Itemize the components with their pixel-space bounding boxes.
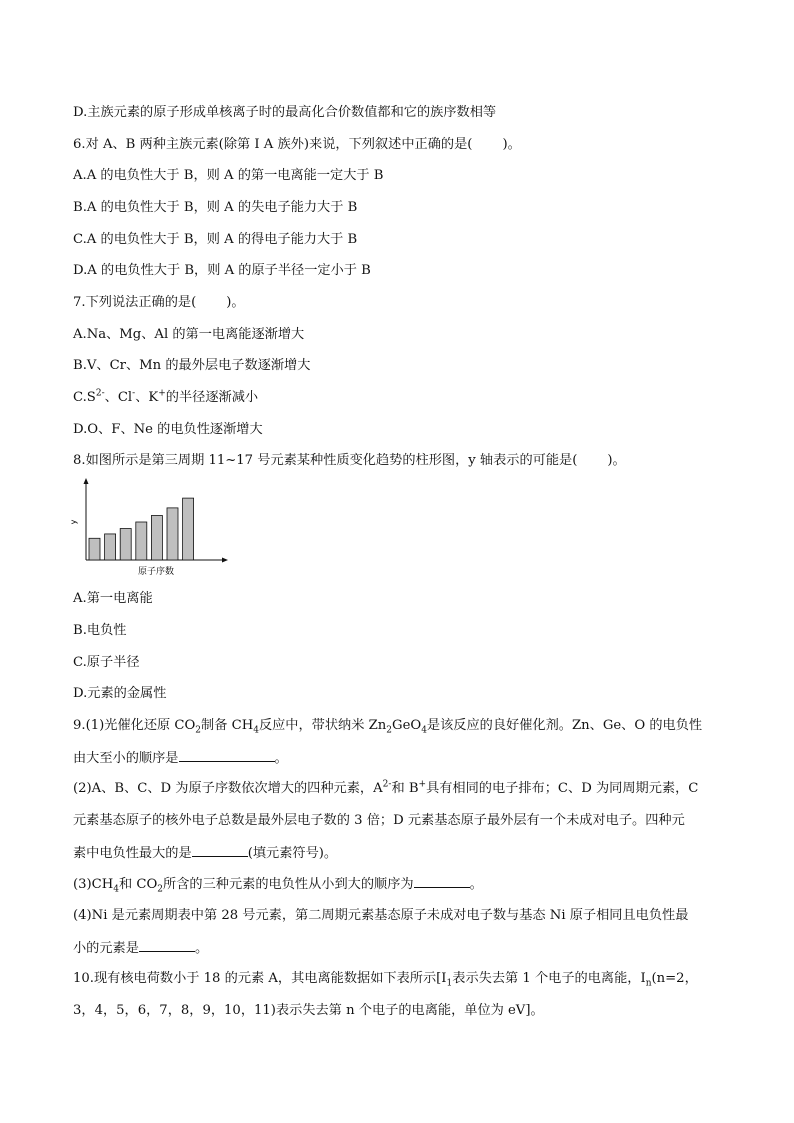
answer-blank[interactable] <box>139 939 195 952</box>
q9-part2-line1: (2)A、B、C、D 为原子序数依次增大的四种元素，$A^{2-}$和 B+具有相同的电子排布；C、D 为同周期元素，C <box>73 779 699 796</box>
q10-line2: 3，4，5，6，7，8，9，10，11)表示失去第 n 个电子的电离能，单位为 eV]。 <box>73 1003 544 1018</box>
bar-11 <box>89 538 100 560</box>
q9-part1-line2: 由大至小的顺序是 。 <box>73 751 288 766</box>
q8-option-d: D.元素的金属性 <box>73 686 167 701</box>
answer-blank[interactable] <box>192 844 248 857</box>
bar-12 <box>105 534 116 560</box>
q5-option-d: D.主族元素的原子形成单核离子时的最高化合价数值都和它的族序数相等 <box>73 105 497 120</box>
x-axis-label: 原子序数 <box>137 567 175 577</box>
q8-option-c: C.原子半径 <box>73 655 140 670</box>
q9-part4-line1: (4)Ni 是元素周期表中第 28 号元素，第二周期元素基态原子未成对电子数与基态 Ni 原子相同且电负性最 <box>73 908 689 923</box>
q10-line1: 10.现有核电荷数小于 18 的元素 A，其电离能数据如下表所示[$I_1$表示失去第 1 个电子的电离能，$I_n(n=2$， <box>73 971 698 989</box>
q7-option-a: A.Na、Mg、Al 的第一电离能逐渐增大 <box>73 327 305 342</box>
x-axis-arrow <box>222 558 228 563</box>
q9-part4-line2: 小的元素是 。 <box>73 941 209 956</box>
q6-option-d: D.A 的电负性大于 B，则 A 的原子半径一定小于 B <box>73 263 371 278</box>
q9-part1-line1: 9.(1)光催化还原 $CO_2$制备 $CH_4$反应中，带状纳米 $Zn_2GeO_4$是该反应的良好催化剂。Zn、Ge、O 的电负性 <box>73 718 703 736</box>
q9-part2-line3: 素中电负性最大的是 (填元素符号)。 <box>73 846 338 861</box>
q7-option-d: D.O、F、Ne 的电负性逐渐增大 <box>73 422 263 437</box>
bar-chart <box>70 478 230 578</box>
q8-option-a: A.第一电离能 <box>73 591 153 606</box>
q7-stem: 7.下列说法正确的是( )。 <box>73 295 245 310</box>
q6-option-c: C.A 的电负性大于 B，则 A 的得电子能力大于 B <box>73 232 358 247</box>
q7-option-c: $C.S^{2-}$、Cl-、K+的半径逐渐减小 <box>73 388 259 405</box>
bar-16 <box>167 508 178 560</box>
q9-part3: $(3)CH_4$和 $CO_2$所含的三种元素的电负性从小到大的顺序为 。 <box>73 877 483 895</box>
bar-13 <box>120 529 131 560</box>
q7-option-b: B.V、Cr、Mn 的最外层电子数逐渐增大 <box>73 358 311 373</box>
bar-14 <box>136 522 147 560</box>
q6-stem: 6.对 A、B 两种主族元素(除第 Ⅰ A 族外)来说，下列叙述中正确的是( )。 <box>73 137 521 152</box>
q9-part2-line2: 元素基态原子的核外电子总数是最外层电子数的 3 倍；D 元素基态原子最外层有一个未成对电子。四种元 <box>73 813 685 828</box>
q8-option-b: B.电负性 <box>73 623 127 638</box>
q6-option-a: A.A 的电负性大于 B，则 A 的第一电离能一定大于 B <box>73 168 384 183</box>
answer-blank[interactable] <box>414 875 470 888</box>
q6-option-b: B.A 的电负性大于 B，则 A 的失电子能力大于 B <box>73 200 358 215</box>
bar-17 <box>183 498 194 560</box>
bar-15 <box>151 515 162 560</box>
y-axis-label: y <box>69 519 78 525</box>
y-axis-arrow <box>84 478 89 484</box>
answer-blank[interactable] <box>179 749 275 762</box>
q8-stem: 8.如图所示是第三周期 11~17 号元素某种性质变化趋势的柱形图，y 轴表示的可能是( )。 <box>73 453 626 468</box>
